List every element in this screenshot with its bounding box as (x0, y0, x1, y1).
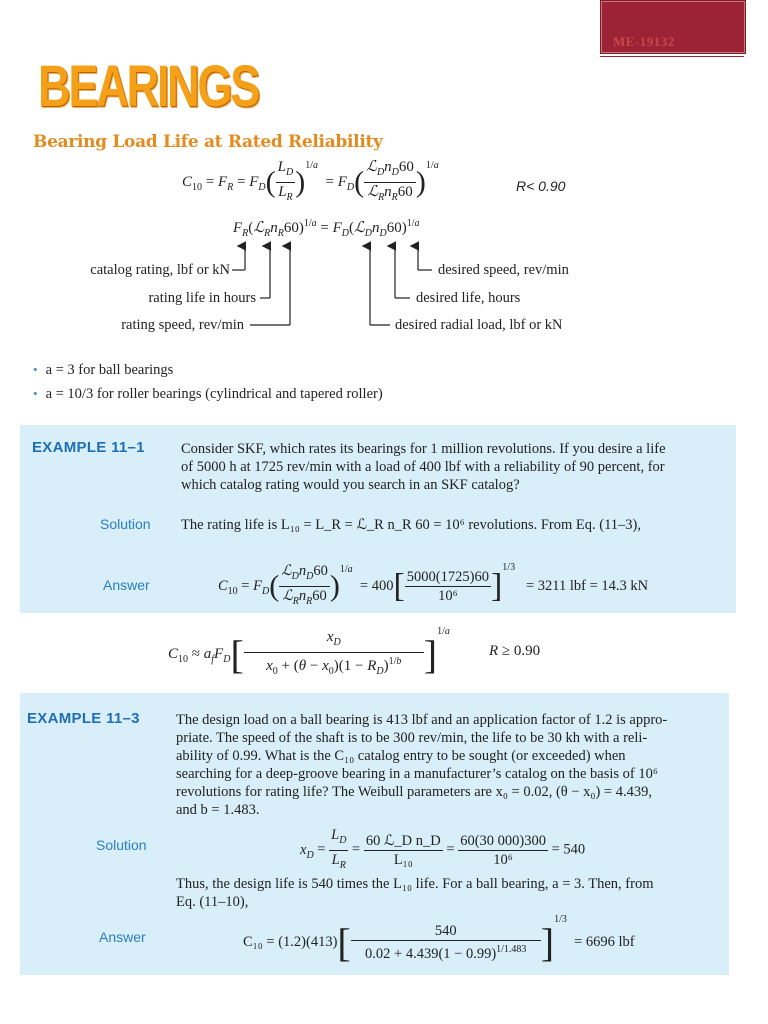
example-11-3-statement-line1: The design load on a ball bearing is 413 lbf and an application factor of 1.2 is appro- (176, 712, 668, 728)
equation-rating-life: $C_{10} = F_R = F_D$( $\frac{L_D}{L_R}$ )$^{1/a} = F_D$( $\frac{ℒ_Dn_D60}{ℒ_Rn_R60}$ )$^{1/a}$ (182, 159, 439, 203)
example-11-3-statement-line3: ability of 0.99. What is the C₁₀ catalog entry to be sought (or exceeded) when (176, 748, 626, 764)
example-11-3-statement-line5: revolutions for rating life? The Weibull parameters are x₀ = 0.02, (θ − x₀) = 4.439, (176, 784, 652, 800)
example-11-1-solution-text: The rating life is L₁₀ = L_R = ℒ_R n_R 60 = 10⁶ revolutions. From Eq. (11–3), (181, 517, 641, 533)
legend-rating-speed: rating speed, rev/min (121, 317, 244, 333)
legend-rating-life: rating life in hours (148, 290, 256, 306)
legend-desired-speed: desired speed, rev/min (438, 262, 569, 278)
example-11-3-statement-line4: searching for a deep-groove bearing in a manufacturer’s catalog on the basis of 10⁶ (176, 766, 658, 782)
example-11-3-statement-line2: priate. The speed of the shaft is to be 300 rev/min, the life to be 30 kh with a reli- (176, 730, 648, 746)
reliability-condition-1: R< 0.90 (516, 178, 566, 194)
example-11-3-answer-label: Answer (99, 929, 146, 945)
page-title: BEARINGS (38, 54, 259, 119)
reliability-condition-2: R ≥ 0.90 (489, 643, 541, 659)
equation-legend-arrows (0, 0, 768, 340)
bullet-roller-bearings: • a = 10/3 for roller bearings (cylindrical and tapered roller) (33, 386, 383, 402)
equation-load-life: $F_R(ℒ_Rn_R60)^{1/a}$ = $F_D(ℒ_Dn_D60)^{1/a}$ (233, 218, 420, 239)
example-11-3-then-line1: Thus, the design life is 540 times the L₁₀ life. For a ball bearing, a = 3. Then, from (176, 876, 654, 892)
example-11-3-solution-equation: $x_D$ = $\frac{L_D}{L_R}$ = $\frac{\text{60 ℒ\_D n\_D}}{\text{L₁₀}}$ = $\frac{60(30 000)300}{\text{10⁶}}$ = 540 (300, 827, 586, 871)
equation-reliability-catalog: $C_{10} \approx a_fF_D$[ $\frac{x_D}{x_0 + (\theta - x_0)(1 - R_D)^{1/b}}$ ]$^{1/a}$ (168, 626, 450, 678)
legend-catalog-rating: catalog rating, lbf or kN (90, 262, 230, 278)
example-11-3-solution-label: Solution (96, 837, 147, 853)
bullet-icon: • (33, 362, 38, 377)
bullet-icon: • (33, 386, 38, 401)
legend-desired-life: desired life, hours (416, 290, 521, 306)
example-11-1-statement-line2: of 5000 h at 1725 rev/min with a load of 400 lbf with a reliability of 90 percent, for (181, 459, 665, 475)
bullet-ball-bearings: • a = 3 for ball bearings (33, 362, 174, 378)
example-11-1-answer-equation: $C_{10} = F_D$( $\frac{ℒ_Dn_D60}{ℒ_Rn_R60}$ )$^{1/a}$ = 400[ $\frac{5000(1725)60}{\text{10⁶}}$ ]$^{1/3}$ = 3211 lbf = 14.3 kN (218, 562, 649, 608)
example-11-3-then-line2: Eq. (11–10), (176, 894, 249, 910)
example-11-1-statement-line1: Consider SKF, which rates its bearings for 1 million revolutions. If you desire a life (181, 441, 666, 457)
example-11-1-solution-label: Solution (100, 516, 151, 532)
course-code: ME-19132 (613, 34, 675, 49)
example-11-3-answer-equation: C₁₀ = (1.2)(413)[ $\frac{540}{0.02 + 4.439(1 - 0.99)^{1/1.483}}$ ]$^{1/3}$ = 6696 lbf (243, 914, 635, 966)
example-11-1-label: EXAMPLE 11–1 (32, 439, 145, 456)
section-subtitle: Bearing Load Life at Rated Reliability (33, 132, 383, 152)
example-11-1-answer-label: Answer (103, 577, 150, 593)
legend-desired-load: desired radial load, lbf or kN (395, 317, 563, 333)
example-11-3-label: EXAMPLE 11–3 (27, 710, 140, 727)
example-11-1-statement-line3: which catalog rating would you search in an SKF catalog? (181, 477, 520, 493)
example-11-3-statement-line6: and b = 1.483. (176, 802, 260, 818)
